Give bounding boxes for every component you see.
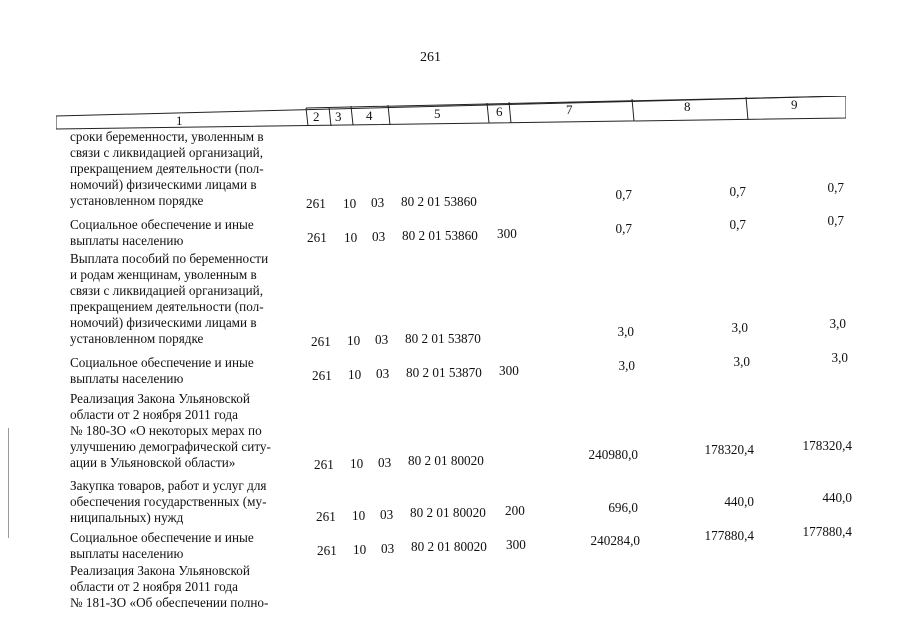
description-line: выплаты населению bbox=[70, 233, 184, 248]
podrazdel-code: 03 bbox=[376, 366, 390, 381]
value-col-8: 177880,4 bbox=[704, 528, 754, 543]
scan-margin-line bbox=[8, 428, 9, 538]
description-line: выплаты населению bbox=[70, 546, 184, 561]
value-col-8: 178320,4 bbox=[704, 442, 754, 457]
description-line: сроки беременности, уволенным в bbox=[70, 129, 264, 144]
description-line: Социальное обеспечение и иные bbox=[70, 530, 254, 545]
target-article-code: 80 2 01 80020 bbox=[410, 505, 486, 520]
table-row-description bbox=[70, 391, 308, 471]
description-line: улучшению демографической ситу- bbox=[70, 439, 271, 454]
razdel-code: 10 bbox=[350, 456, 364, 471]
value-col-8: 440,0 bbox=[724, 494, 754, 509]
description-line: установленном порядке bbox=[70, 331, 204, 346]
description-line: связи с ликвидацией организаций, bbox=[70, 283, 263, 298]
value-col-9: 440,0 bbox=[822, 490, 852, 505]
header-col-3: 3 bbox=[335, 109, 342, 124]
description-line: и родам женщинам, уволенным в bbox=[70, 267, 257, 282]
value-col-7: 3,0 bbox=[618, 358, 635, 373]
description-line: № 181-ЗО «Об обеспечении полно- bbox=[70, 595, 269, 610]
description-line: ниципальных) нужд bbox=[70, 510, 184, 525]
target-article-code: 80 2 01 80020 bbox=[411, 539, 487, 554]
razdel-code: 10 bbox=[343, 196, 357, 211]
value-col-8: 3,0 bbox=[733, 354, 750, 369]
description-line: Реализация Закона Ульяновской bbox=[70, 391, 250, 406]
value-col-7: 0,7 bbox=[615, 187, 632, 202]
table-row-description bbox=[70, 355, 308, 387]
table-header bbox=[56, 96, 846, 132]
value-col-7: 0,7 bbox=[615, 221, 632, 236]
podrazdel-code: 03 bbox=[375, 332, 389, 347]
expense-type-code: 300 bbox=[497, 226, 517, 241]
target-article-code: 80 2 01 53860 bbox=[401, 194, 477, 209]
expense-type-code: 300 bbox=[499, 363, 519, 378]
ved-code: 261 bbox=[317, 543, 337, 558]
description-line: области от 2 ноября 2011 года bbox=[70, 407, 238, 422]
razdel-code: 10 bbox=[352, 508, 366, 523]
description-line: ации в Ульяновской области» bbox=[70, 455, 236, 470]
header-col-4: 4 bbox=[366, 108, 373, 123]
value-col-9: 3,0 bbox=[829, 316, 846, 331]
header-col-7: 7 bbox=[566, 102, 573, 117]
table-row-description bbox=[70, 530, 308, 562]
ved-code: 261 bbox=[312, 368, 332, 383]
target-article-code: 80 2 01 80020 bbox=[408, 453, 484, 468]
expense-type-code: 300 bbox=[506, 537, 526, 552]
ved-code: 261 bbox=[307, 230, 327, 245]
description-line: установленном порядке bbox=[70, 193, 204, 208]
value-col-7: 240980,0 bbox=[588, 447, 638, 462]
page-number: 261 bbox=[420, 50, 441, 65]
description-line: Выплата пособий по беременности bbox=[70, 251, 269, 266]
description-line: Закупка товаров, работ и услуг для bbox=[70, 478, 267, 493]
description-line: Реализация Закона Ульяновской bbox=[70, 563, 250, 578]
value-col-7: 3,0 bbox=[617, 324, 634, 339]
podrazdel-code: 03 bbox=[371, 195, 385, 210]
header-col-5: 5 bbox=[434, 106, 441, 121]
description-line: прекращением деятельности (пол- bbox=[70, 161, 264, 176]
value-col-9: 0,7 bbox=[827, 213, 844, 228]
target-article-code: 80 2 01 53870 bbox=[406, 365, 482, 380]
description-line: связи с ликвидацией организаций, bbox=[70, 145, 263, 160]
description-line: выплаты населению bbox=[70, 371, 184, 386]
ved-code: 261 bbox=[316, 509, 336, 524]
ved-code: 261 bbox=[306, 196, 326, 211]
table-row-description bbox=[70, 129, 308, 209]
header-col-9: 9 bbox=[791, 97, 798, 112]
value-col-7: 696,0 bbox=[608, 500, 638, 515]
header-col-6: 6 bbox=[496, 104, 503, 119]
description-line: номочий) физическими лицами в bbox=[70, 315, 257, 330]
description-line: области от 2 ноября 2011 года bbox=[70, 579, 238, 594]
header-col-8: 8 bbox=[684, 99, 691, 114]
value-col-7: 240284,0 bbox=[590, 533, 640, 548]
razdel-code: 10 bbox=[353, 542, 367, 557]
table-row-description bbox=[70, 217, 308, 249]
description-line: обеспечения государственных (му- bbox=[70, 494, 267, 509]
value-col-8: 0,7 bbox=[729, 184, 746, 199]
value-col-9: 0,7 bbox=[827, 180, 844, 195]
value-col-8: 3,0 bbox=[731, 320, 748, 335]
razdel-code: 10 bbox=[347, 333, 361, 348]
description-line: № 180-ЗО «О некоторых мерах по bbox=[70, 423, 262, 438]
value-col-9: 178320,4 bbox=[802, 438, 852, 453]
description-line: Социальное обеспечение и иные bbox=[70, 217, 254, 232]
expense-type-code: 200 bbox=[505, 503, 525, 518]
table-row-description bbox=[70, 251, 308, 347]
table-row-description bbox=[70, 478, 308, 526]
description-line: Социальное обеспечение и иные bbox=[70, 355, 254, 370]
table-row-description bbox=[70, 563, 308, 611]
podrazdel-code: 03 bbox=[378, 455, 392, 470]
podrazdel-code: 03 bbox=[380, 507, 394, 522]
podrazdel-code: 03 bbox=[372, 229, 386, 244]
value-col-8: 0,7 bbox=[729, 217, 746, 232]
table-header-grid bbox=[56, 96, 846, 132]
value-col-9: 177880,4 bbox=[802, 524, 852, 539]
ved-code: 261 bbox=[311, 334, 331, 349]
razdel-code: 10 bbox=[348, 367, 362, 382]
value-col-9: 3,0 bbox=[831, 350, 848, 365]
target-article-code: 80 2 01 53860 bbox=[402, 228, 478, 243]
description-line: прекращением деятельности (пол- bbox=[70, 299, 264, 314]
target-article-code: 80 2 01 53870 bbox=[405, 331, 481, 346]
header-col-1: 1 bbox=[176, 113, 183, 128]
razdel-code: 10 bbox=[344, 230, 358, 245]
podrazdel-code: 03 bbox=[381, 541, 395, 556]
ved-code: 261 bbox=[314, 457, 334, 472]
header-col-2: 2 bbox=[313, 109, 320, 124]
description-line: номочий) физическими лицами в bbox=[70, 177, 257, 192]
